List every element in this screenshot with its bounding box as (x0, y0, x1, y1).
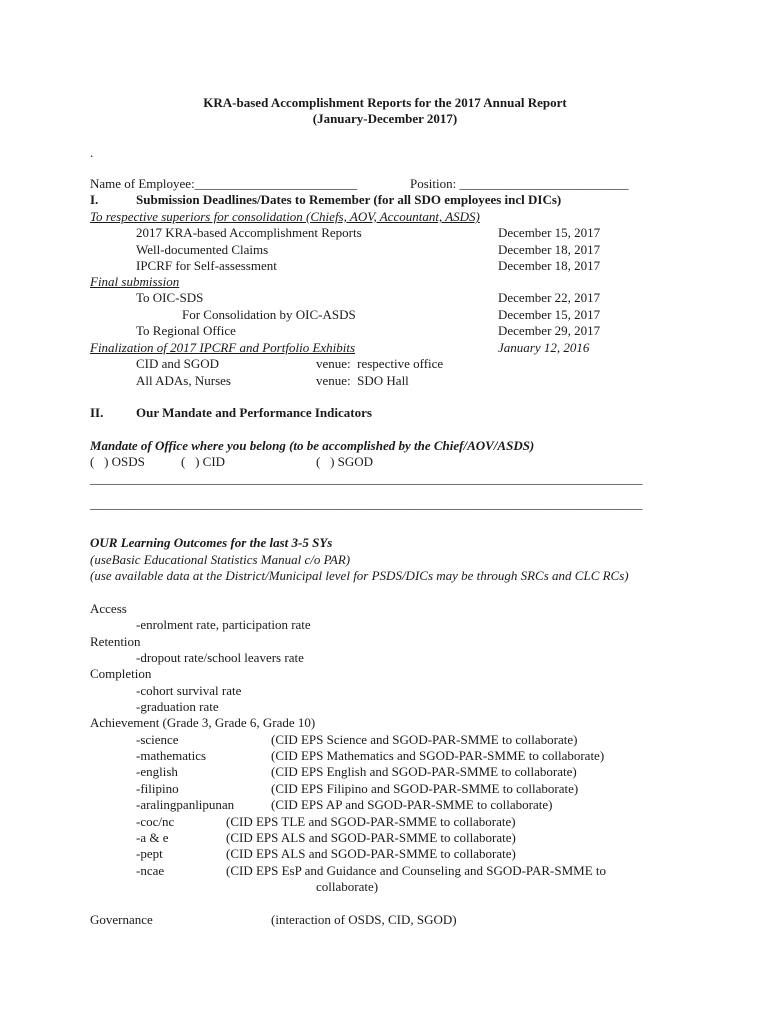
indicator-retention: Retention (90, 634, 141, 649)
outcomes-heading: OUR Learning Outcomes for the last 3-5 SYs (90, 535, 333, 550)
achievement-subject: -mathematics (136, 748, 207, 763)
deadline-item-date: December 18, 2017 (498, 242, 601, 257)
final-item-date: December 29, 2017 (498, 323, 601, 338)
option-osds-checkbox[interactable]: ( ) OSDS (90, 454, 145, 469)
final-item-label: To Regional Office (136, 323, 236, 338)
achievement-note: (CID EPS EsP and Guidance and Counseling and SGOD-PAR-SMME to (226, 863, 607, 878)
achievement-subject: -aralingpanlipunan (136, 797, 235, 812)
achievement-subject: -ncae (136, 863, 165, 878)
section-2-heading: Our Mandate and Performance Indicators (136, 405, 372, 420)
achievement-note: (CID EPS English and SGOD-PAR-SMME to collaborate) (271, 764, 577, 779)
achievement-note-continuation: collaborate) (316, 879, 379, 894)
section-1-heading: Submission Deadlines/Dates to Remember (for all SDO employees incl DICs) (136, 192, 562, 207)
deadline-item-date: December 15, 2017 (498, 225, 601, 240)
employee-position-field: Position: __________________________ (410, 176, 629, 191)
achievement-note: (CID EPS TLE and SGOD-PAR-SMME to collaborate) (226, 814, 516, 829)
indicator-item: -dropout rate/school leavers rate (136, 650, 304, 665)
document-title: KRA-based Accomplishment Reports for the 2017 Annual Report (203, 95, 567, 110)
blank-answer-line: _____________________________________________________________________________________ (90, 496, 643, 511)
indicator-governance: Governance (90, 912, 153, 927)
deadline-item-date: December 18, 2017 (498, 258, 601, 273)
achievement-note: (CID EPS Mathematics and SGOD-PAR-SMME to collaborate) (271, 748, 605, 763)
finalization-date: January 12, 2016 (498, 340, 590, 355)
venue-group-label: CID and SGOD (136, 356, 220, 371)
final-item-label: To OIC-SDS (136, 290, 204, 305)
achievement-note: (CID EPS Filipino and SGOD-PAR-SMME to collaborate) (271, 781, 579, 796)
achievement-subject: -filipino (136, 781, 179, 796)
achievement-subject: -science (136, 732, 179, 747)
achievement-subject: -english (136, 764, 178, 779)
achievement-note: (CID EPS AP and SGOD-PAR-SMME to collaborate) (271, 797, 553, 812)
section-2-number: II. (90, 405, 104, 420)
option-cid-checkbox[interactable]: ( ) CID (181, 454, 226, 469)
deadline-item-label: Well-documented Claims (136, 242, 269, 257)
outcomes-note: (useBasic Educational Statistics Manual c/o PAR) (90, 552, 351, 567)
deadline-item-label: 2017 KRA-based Accomplishment Reports (136, 225, 362, 240)
final-submission-heading: Final submission (90, 274, 180, 289)
governance-note: (interaction of OSDS, CID, SGOD) (271, 912, 457, 927)
deadline-item-label: IPCRF for Self-assessment (136, 258, 277, 273)
mandate-heading: Mandate of Office where you belong (to be accomplished by the Chief/AOV/ASDS) (90, 438, 535, 453)
employee-name-field: Name of Employee:_________________________ (90, 176, 358, 191)
indicator-item: -cohort survival rate (136, 683, 242, 698)
indicator-access: Access (90, 601, 127, 616)
final-item-date: December 22, 2017 (498, 290, 601, 305)
indicator-completion: Completion (90, 666, 152, 681)
achievement-subject: -coc/nc (136, 814, 175, 829)
indicator-achievement: Achievement (Grade 3, Grade 6, Grade 10) (90, 715, 316, 730)
blank-answer-line: _____________________________________________________________________________________ (90, 471, 643, 486)
indicator-item: -enrolment rate, participation rate (136, 617, 311, 632)
venue-location: venue: respective office (316, 356, 444, 371)
finalization-heading: Finalization of 2017 IPCRF and Portfolio Exhibits (90, 340, 356, 355)
option-sgod-checkbox[interactable]: ( ) SGOD (316, 454, 374, 469)
document-subtitle: (January-December 2017) (312, 111, 458, 126)
achievement-subject: -a & e (136, 830, 169, 845)
consolidation-heading: To respective superiors for consolidation (Chiefs, AOV, Accountant, ASDS) (90, 209, 480, 224)
indicator-item: -graduation rate (136, 699, 219, 714)
venue-group-label: All ADAs, Nurses (136, 373, 231, 388)
achievement-note: (CID EPS ALS and SGOD-PAR-SMME to collaborate) (226, 830, 516, 845)
venue-location: venue: SDO Hall (316, 373, 409, 388)
final-item-label: For Consolidation by OIC-ASDS (182, 307, 356, 322)
section-1-number: I. (90, 192, 99, 207)
stray-dot: . (90, 145, 94, 160)
final-item-date: December 15, 2017 (498, 307, 601, 322)
outcomes-note: (use available data at the District/Municipal level for PSDS/DICs may be through SRCs and CLC RCs) (90, 568, 629, 583)
achievement-subject: -pept (136, 846, 163, 861)
achievement-note: (CID EPS ALS and SGOD-PAR-SMME to collaborate) (226, 846, 516, 861)
achievement-note: (CID EPS Science and SGOD-PAR-SMME to collaborate) (271, 732, 578, 747)
